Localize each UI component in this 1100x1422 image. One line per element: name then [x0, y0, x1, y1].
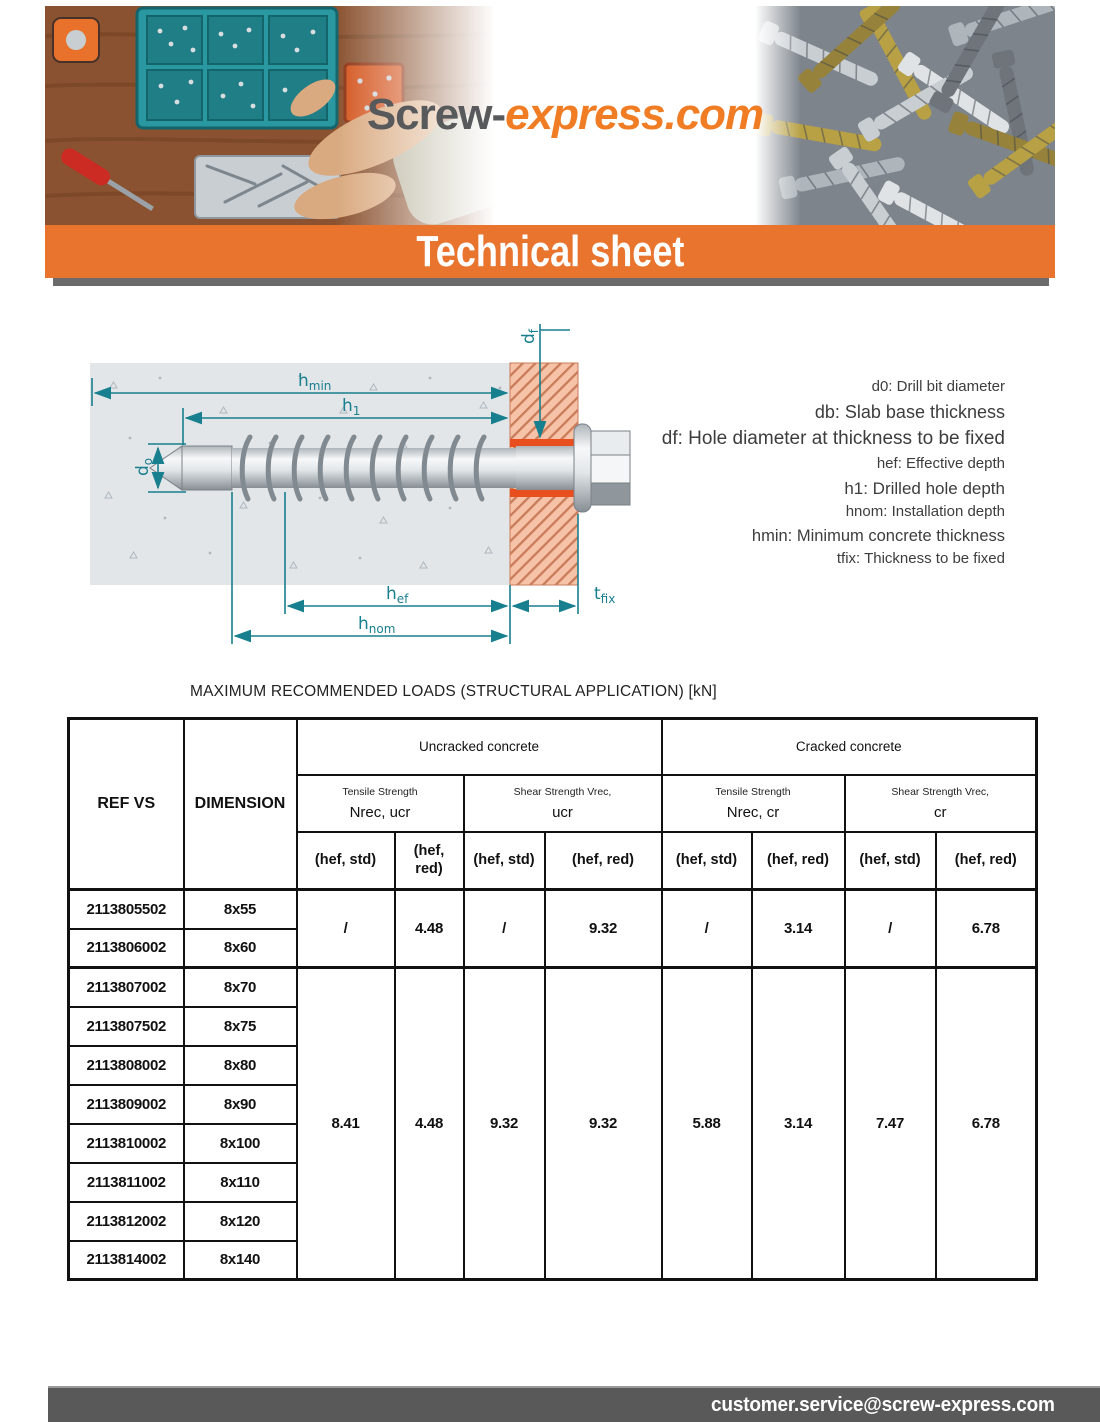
- brand-name-orange: express.com: [505, 90, 764, 139]
- ref-cell: 2113810002: [69, 1124, 184, 1163]
- value-cell: 9.32: [545, 890, 662, 968]
- ref-cell: 2113814002: [69, 1241, 184, 1280]
- ref-cell: 2113812002: [69, 1202, 184, 1241]
- ref-cell: 2113807002: [69, 968, 184, 1007]
- ref-cell: 2113805502: [69, 890, 184, 929]
- value-cell: 4.48: [395, 890, 464, 968]
- ref-cell: 2113809002: [69, 1085, 184, 1124]
- header-cracked: Cracked concrete: [662, 719, 1037, 775]
- subheader: (hef, red): [395, 832, 464, 890]
- dim-cell: 8x80: [184, 1046, 297, 1085]
- installation-diagram: [70, 318, 650, 668]
- value-cell: 6.78: [936, 890, 1037, 968]
- header-tensile-ucr: Tensile Strength Nrec, ucr: [297, 775, 464, 832]
- value-cell: /: [845, 890, 936, 968]
- header-tensile-cr: Tensile Strength Nrec, cr: [662, 775, 845, 832]
- banner-shadow-bar: [53, 278, 1049, 286]
- value-cell: 3.14: [752, 968, 845, 1280]
- ref-cell: 2113806002: [69, 929, 184, 968]
- contact-email: customer.service@screw-express.com: [711, 1393, 1055, 1416]
- legend-line-d0: d0: Drill bit diameter: [871, 378, 1005, 395]
- ref-cell: 2113811002: [69, 1163, 184, 1202]
- dim-cell: 8x75: [184, 1007, 297, 1046]
- ref-cell: 2113808002: [69, 1046, 184, 1085]
- ref-cell: 2113807502: [69, 1007, 184, 1046]
- value-cell: 5.88: [662, 968, 752, 1280]
- value-cell: 9.32: [464, 968, 545, 1280]
- value-cell: 3.14: [752, 890, 845, 968]
- subheader: (hef, std): [662, 832, 752, 890]
- legend-line-hmin: hmin: Minimum concrete thickness: [751, 526, 1005, 545]
- value-cell: /: [662, 890, 752, 968]
- screws-pile-photo: [755, 6, 1055, 225]
- legend-line-df: df: Hole diameter at thickness to be fixed: [661, 428, 1005, 450]
- subheader: (hef, std): [464, 832, 545, 890]
- brand-logo: [365, 70, 764, 160]
- table-row: [69, 968, 1037, 1007]
- banner-title: Technical sheet: [415, 226, 685, 276]
- dim-cell: 8x120: [184, 1202, 297, 1241]
- brand-name: [367, 90, 763, 140]
- dim-cell: 8x90: [184, 1085, 297, 1124]
- value-cell: /: [464, 890, 545, 968]
- header-shear-ucr: Shear Strength Vrec, ucr: [464, 775, 662, 832]
- value-cell: 9.32: [545, 968, 662, 1280]
- legend-line-db: db: Slab base thickness: [814, 401, 1005, 422]
- header-uncracked: Uncracked concrete: [297, 719, 662, 775]
- legend-line-hef: hef: Effective depth: [876, 455, 1005, 472]
- dim-label-h1: $h_1$: [342, 396, 361, 418]
- subheader: (hef, red): [545, 832, 662, 890]
- header-ref-vs: REF VS: [69, 719, 184, 890]
- dim-cell: 8x60: [184, 929, 297, 968]
- dim-label-d0: $d_o$: [133, 457, 155, 476]
- subheader: (hef, red): [936, 832, 1037, 890]
- dim-cell: 8x110: [184, 1163, 297, 1202]
- subheader: (hef, red): [752, 832, 845, 890]
- header-dimension: DIMENSION: [184, 719, 297, 890]
- hole-wall-bottom: [510, 489, 578, 497]
- dim-label-tfix: $t_{fix}$: [594, 584, 616, 606]
- dim-label-hef: $h_{ef}$: [386, 584, 409, 606]
- dim-label-hnom: $h_{nom}$: [358, 614, 396, 636]
- value-cell: 6.78: [936, 968, 1037, 1280]
- table-title: MAXIMUM RECOMMENDED LOADS (STRUCTURAL APPLICATION) [kN]: [190, 683, 717, 700]
- header-shear-cr: Shear Strength Vrec, cr: [845, 775, 1037, 832]
- dim-label-df: $d_f$: [519, 328, 541, 344]
- loads-table: [67, 717, 1038, 1281]
- dim-cell: 8x70: [184, 968, 297, 1007]
- dim-cell: 8x100: [184, 1124, 297, 1163]
- legend-line-hnom: hnom: Installation depth: [845, 503, 1005, 520]
- footer-bar: [48, 1386, 1100, 1422]
- table-row: [69, 890, 1037, 929]
- legend-line-h1: h1: Drilled hole depth: [844, 478, 1005, 498]
- value-cell: 7.47: [845, 968, 936, 1280]
- legend-line-tfix: tfix: Thickness to be fixed: [836, 550, 1005, 568]
- subheader: (hef, std): [845, 832, 936, 890]
- hole-wall-top: [510, 439, 578, 447]
- value-cell: 4.48: [395, 968, 464, 1280]
- value-cell: /: [297, 890, 395, 968]
- dim-label-hmin: $h_{min}$: [298, 371, 332, 393]
- diagram-legend: [585, 378, 1005, 573]
- dim-cell: 8x55: [184, 890, 297, 929]
- subheader: (hef, std): [297, 832, 395, 890]
- brand-name-dark: Screw-: [366, 90, 506, 139]
- banner: [45, 225, 1055, 278]
- dim-cell: 8x140: [184, 1241, 297, 1280]
- value-cell: 8.41: [297, 968, 395, 1280]
